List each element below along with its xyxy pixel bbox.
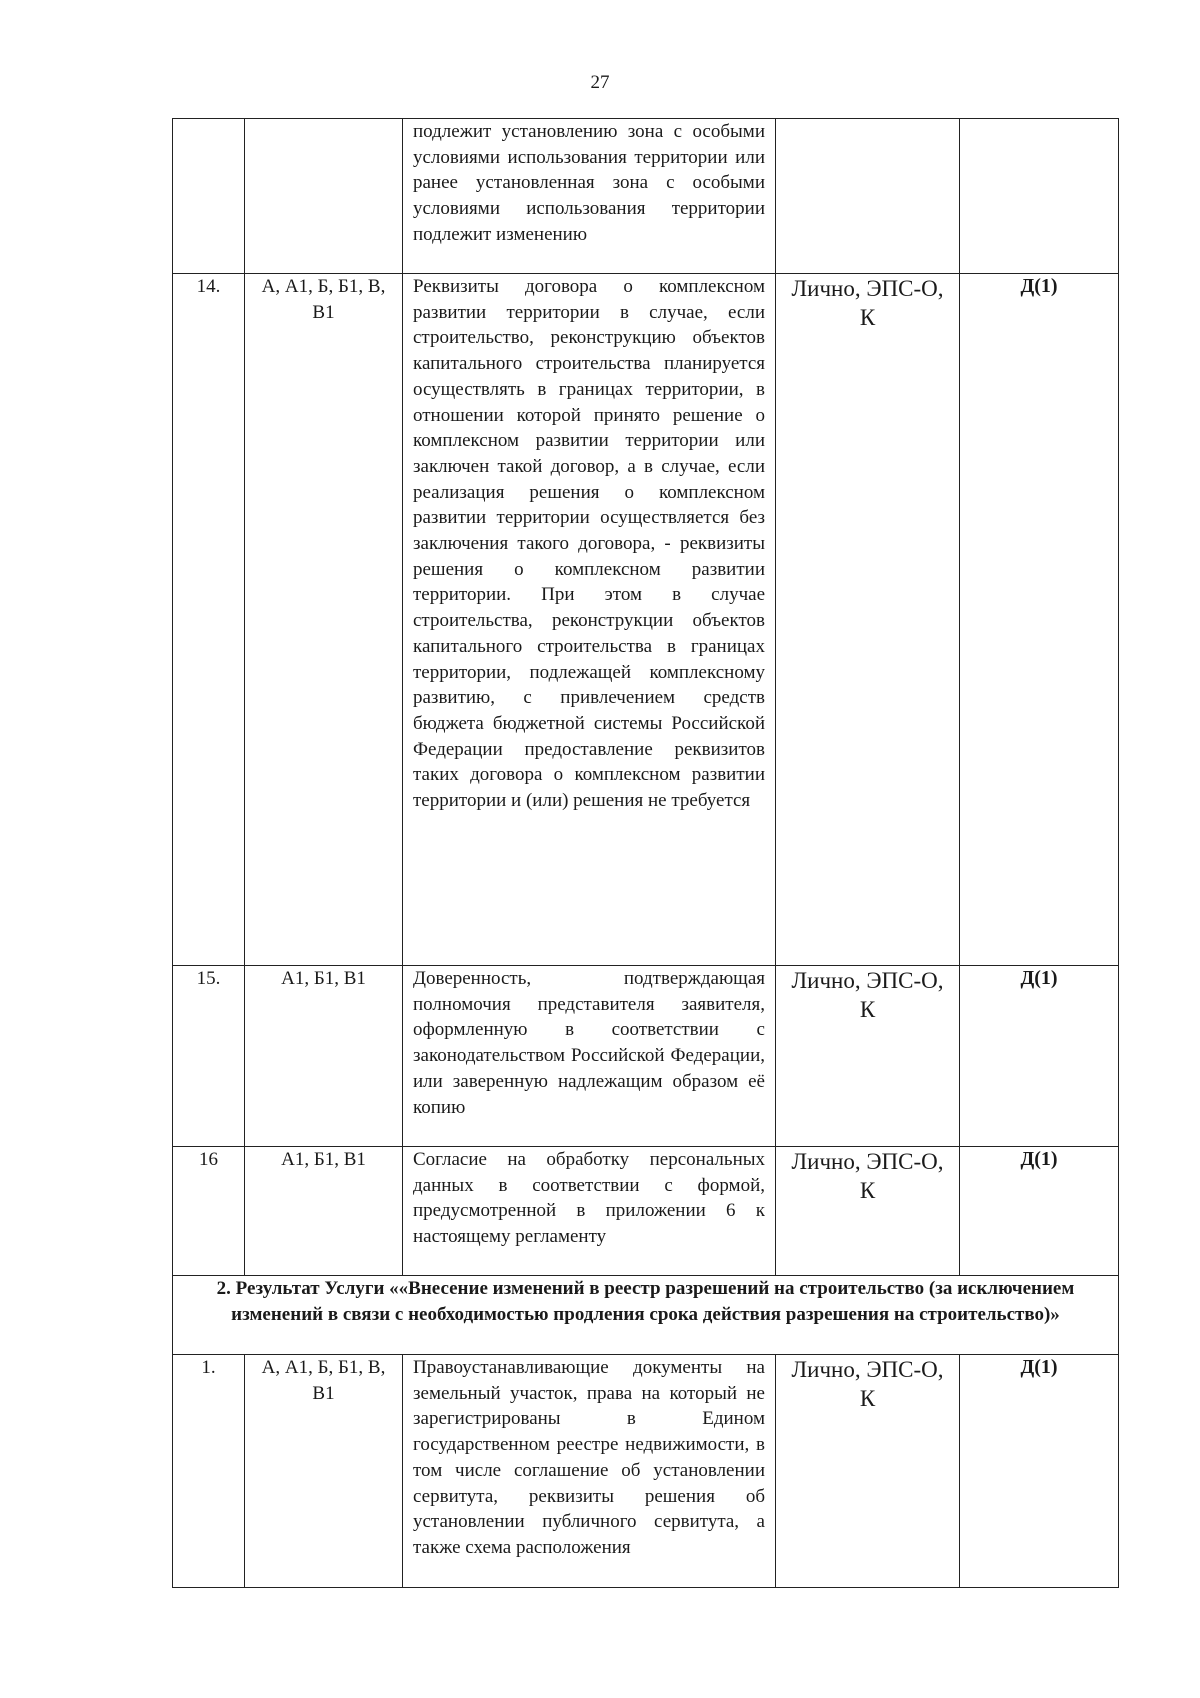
submission-method: [776, 119, 960, 274]
submission-method: Лично, ЭПС-О, К: [776, 1147, 960, 1276]
table-row: [173, 1355, 1119, 1588]
row-number: 15.: [173, 966, 245, 1147]
row-number: 14.: [173, 274, 245, 966]
table-row: [173, 1147, 1119, 1276]
row-number: 1.: [173, 1355, 245, 1588]
documents-table: [172, 118, 1119, 1588]
row-number: [173, 119, 245, 274]
document-code: [960, 119, 1119, 274]
document-description: Правоустанавливающие документы на земельный участок, права на который не зарегистрированы в Едином государственном реестре недвижимости, в том числе соглашение об установлении сервитута, реквизиты решения об установлении публичного сервитута, а также схема расположения: [403, 1355, 776, 1588]
applicant-categories: [245, 119, 403, 274]
section-header-row: [173, 1276, 1119, 1355]
document-description: Доверенность, подтверждающая полномочия представителя заявителя, оформленную в соответствии с законодательством Российской Федерации, или заверенную надлежащим образом её копию: [403, 966, 776, 1147]
document-description: подлежит установлению зона с особыми условиями использования территории или ранее установленная зона с особыми условиями использования территории подлежит изменению: [403, 119, 776, 274]
table-row: [173, 966, 1119, 1147]
submission-method: Лично, ЭПС-О, К: [776, 1355, 960, 1588]
document-code: Д(1): [960, 966, 1119, 1147]
applicant-categories: А, А1, Б, Б1, В, В1: [245, 1355, 403, 1588]
table-row: [173, 119, 1119, 274]
applicant-categories: А1, Б1, В1: [245, 1147, 403, 1276]
document-description: Реквизиты договора о комплексном развитии территории в случае, если строительство, реконструкцию объектов капитального строительства планируется осуществлять в границах территории, в отношении которой принято решение о комплексном развитии территории или заключен такой договор, а в случае, если реализация решения о комплексном развитии территории осуществляется без заключения такого договора, - реквизиты решения о комплексном развитии территории. При этом в случае строительства, реконструкции объектов капитального строительства в границах территории, подлежащей комплексному развитию, с привлечением средств бюджета бюджетной системы Российской Федерации предоставление реквизитов таких договора о комплексном развитии территории и (или) решения не требуется: [403, 274, 776, 966]
submission-method: Лично, ЭПС-О, К: [776, 966, 960, 1147]
section-heading: 2. Результат Услуги ««Внесение изменений в реестр разрешений на строительство (за исключением изменений в связи с необходимостью продления срока действия разрешения на строительство)»: [173, 1276, 1119, 1355]
document-code: Д(1): [960, 1147, 1119, 1276]
applicant-categories: А, А1, Б, Б1, В, В1: [245, 274, 403, 966]
table-row: [173, 274, 1119, 966]
row-number: 16: [173, 1147, 245, 1276]
page-number: 27: [590, 72, 610, 93]
submission-method: Лично, ЭПС-О, К: [776, 274, 960, 966]
document-code: Д(1): [960, 274, 1119, 966]
applicant-categories: А1, Б1, В1: [245, 966, 403, 1147]
document-description: Согласие на обработку персональных данных в соответствии с формой, предусмотренной в приложении 6 к настоящему регламенту: [403, 1147, 776, 1276]
document-code: Д(1): [960, 1355, 1119, 1588]
